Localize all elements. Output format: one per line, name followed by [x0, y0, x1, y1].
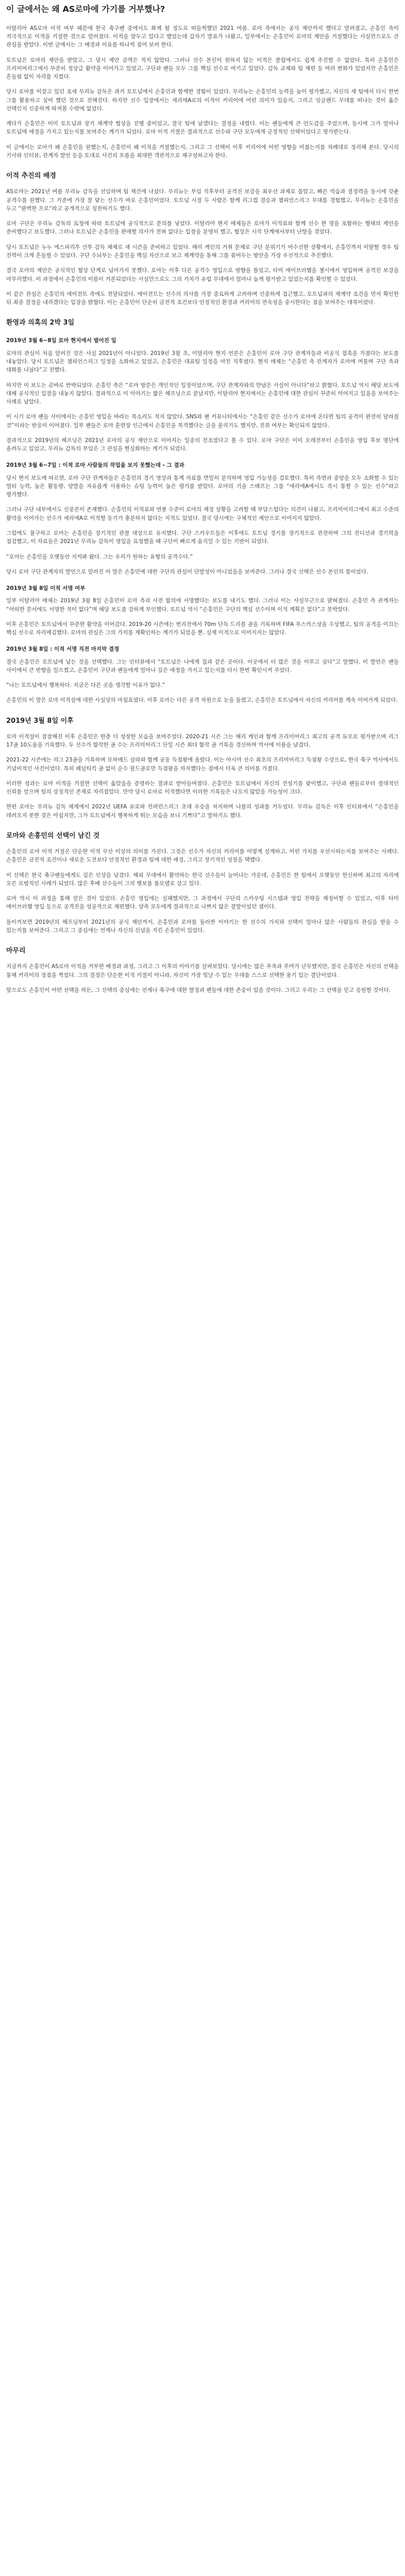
subsection-heading: 2019년 3월 8일 : 이적 서명 직전 마지막 결정	[6, 646, 120, 653]
body-paragraph: 로마 이적설이 잠잠해진 이후 손흥민은 한층 더 성장한 모습을 보여주었다. 2020-21 시즌 그는 해리 케인과 함께 프리미어리그 최고의 공격 듀오로 평가받으며 리그 17골 10도움을 기록했다. 두 선수가 합작한 골 수는 프리미어리그 단일 시즌 최다 합작 골 기록을 경신하며 역사에 이름을 남겼다.	[6, 733, 399, 749]
body-paragraph: 하지만 이 보도는 곧바로 반박되었다. 손흥민 측은 “로마 방문은 개인적인 일정이었으며, 구단 관계자와의 만남은 사실이 아니다”라고 밝혔다. 토트넘 역시 해당 보도에 대해 공식적인 입장을 내놓지 않았다. 결과적으로 이 이야기는 짧은 해프닝으로 끝났지만, 이탈리아 현지에서는 손흥민에 대한 관심이 꾸준히 이어지고 있음을 보여주는 사례로 남았다.	[6, 382, 399, 405]
body-paragraph: 한편 로마는 무리뉴 감독 체제에서 2022년 UEFA 유로파 컨퍼런스리그 초대 우승을 차지하며 나름의 성과를 거두었다. 무리뉴 감독은 이후 인터뷰에서 “손흥민을 데려오지 못한 것은 아쉽지만, 그가 토트넘에서 행복하게 뛰는 모습을 보니 기쁘다”고 말하기도 했다.	[6, 804, 399, 819]
section	[6, 946, 399, 994]
section	[6, 831, 399, 935]
body-paragraph: 이 시기 로마 팬들 사이에서는 손흥민 영입을 바라는 목소리도 적지 않았다. SNS와 팬 커뮤니티에서는 “손흥민 같은 선수가 로마에 온다면 팀의 공격이 완전히 달라질 것”이라는 반응이 이어졌다. 일부 팬들은 로마 훈련장 인근에서 손흥민을 목격했다는 글을 올리기도 했지만, 진위 여부는 확인되지 않았다.	[6, 414, 399, 429]
body-paragraph: 그럼에도 불구하고 로마는 손흥민을 장기적인 관찰 대상으로 유지했다. 구단 스카우트들은 이후에도 토트넘 경기를 정기적으로 관전하며 그의 컨디션과 경기력을 점검했고, 이 자료들은 2021년 무리뉴 감독이 영입을 요청했을 때 구단이 빠르게 움직일 수 있는 기반이 되었다.	[6, 530, 399, 545]
body-paragraph: 손흥민의 로마 이적 거절은 단순한 이적 무산 이상의 의미를 가진다. 그것은 선수가 자신의 커리어를 어떻게 설계하고, 어떤 가치를 우선시하는지를 보여주는 사례다. 손흥민은 금전적 조건이나 새로운 도전보다 안정적인 환경과 팀에 대한 애정, 그리고 장기적인 성장을 택했다.	[6, 849, 399, 863]
quote-line: “나는 토트넘에서 행복하다. 지금은 다른 곳을 생각할 이유가 없다.”	[6, 682, 165, 689]
section-heading: 마무리	[6, 947, 26, 955]
intro-paragraph: 게다가 손흥민은 이미 토트넘과 장기 재계약 협상을 진행 중이었고, 결국 팀에 남겠다는 결정을 내렸다. 이는 팬들에게 큰 안도감을 주었으며, 동시에 그가 얼마나 토트넘에 애정을 가지고 있는지를 보여주는 계기가 되었다. 로마 이적 거절은 결과적으로 선수와 구단 모두에게 긍정적인 선택이었다고 평가받는다.	[6, 121, 399, 135]
body-paragraph: 로마의 관심이 처음 알려진 것은 사실 2021년이 아니었다. 2019년 3월 초, 이탈리아 현지 언론은 손흥민이 로마 구단 관계자들과 비공식 접촉을 가졌다는 보도를 내놓았다. 당시 토트넘은 챔피언스리그 일정을 소화하고 있었고, 손흥민은 대표팀 일정을 마친 직후였다. 현지 매체는 “손흥민 측 관계자가 로마에 머물며 구단 측과 대화를 나눴다”고 전했다.	[6, 350, 399, 374]
body-paragraph: 이 같은 관심은 손흥민의 에이전트 측에도 전달되었다. 에이전트는 선수의 의사를 가장 중요하게 고려하며 신중하게 접근했고, 토트넘과의 재계약 조건을 먼저 확인한 뒤 최종 결정을 내리겠다는 입장을 밝혔다. 이는 손흥민이 단순히 금전적 조건보다 안정적인 환경과 커리어의 연속성을 중시한다는 점을 보여주는 대목이었다.	[6, 291, 399, 306]
article	[0, 0, 405, 1015]
section-heading: 로마와 손흥민의 선택이 남긴 것	[6, 832, 100, 840]
subsection-heading: 2019년 3월 6~8일 로마 현지에서 벌어진 일	[6, 337, 116, 344]
body-paragraph: 손흥민의 이 말은 로마 이적설에 대한 사실상의 마침표였다. 이후 로마는 다른 공격 자원으로 눈을 돌렸고, 손흥민은 토트넘에서 자신의 커리어를 계속 이어가게 되었다.	[6, 697, 398, 704]
section-heading: 환영과 의혹의 2박 3일	[6, 319, 75, 327]
body-paragraph: 이러한 성과는 로마 이적을 거절한 선택이 옳았음을 증명하는 결과로 받아들여졌다. 손흥민은 토트넘에서 자신의 전성기를 맞이했고, 구단과 팬들로부터 절대적인 신뢰를 얻으며 팀의 상징적인 존재로 자리잡았다. 만약 당시 로마로 이적했다면 이러한 기록들은 나오지 않았을 가능성이 크다.	[6, 780, 399, 795]
intro-paragraph: 이탈리아 AS로마 이적 여부 때문에 한국 축구팬 중에서도 화제 될 정도로 떠들썩했던 2021 여름. 로마 측에서는 공식 제안까지 했다고 알려졌고, 손흥민 측이 적극적으로 이적을 거절한 것으로 알려졌다. 이적을 앞두고 있다고 했었는데 갑자기 발표가 나왔고, 일부에서는 손흥민이 로마의 제안을 거절했다는 사실만으로도 큰 관심을 받았다. 이번 글에서는 그 배경과 이유를 하나씩 짚어 보려 한다.	[6, 25, 399, 48]
body-paragraph: 지금까지 손흥민이 AS로마 이적을 거부한 배경과 과정, 그리고 그 이후의 이야기를 살펴보았다. 당시에는 많은 추측과 루머가 난무했지만, 결국 손흥민은 자신의 선택을 통해 커리어의 정점을 찍었다. 그의 결정은 단순한 이적 거절이 아니라, 자신이 가장 빛날 수 있는 무대를 스스로 선택한 용기 있는 결단이었다.	[6, 963, 399, 978]
section	[6, 318, 399, 704]
subsection-heading: 2019년 3월 6~7일 : 이적 로마 사람들의 작업을 보지 못했는데 - 그 결과	[6, 462, 184, 469]
body-paragraph: 그러나 구단 내부에서도 신중론이 존재했다. 손흥민의 이적료와 연봉 수준이 로마의 재정 상황을 고려할 때 부담스럽다는 의견이 나왔고, 프리미어리그에서 최고 수준의 활약을 이어가는 선수가 세리에A로 이적할 동기가 충분하지 않다는 지적도 있었다. 결국 당시에는 구체적인 제안으로 이어지지 않았다.	[6, 506, 399, 521]
article-title: 이 글에서는 왜 AS로마에 가기를 거부했나?	[6, 4, 165, 14]
body-paragraph: 결국 로마의 제안은 공식적인 협상 단계로 넘어가지 못했다. 로마는 이후 다른 공격수 영입으로 방향을 틀었고, 타미 에이브러햄을 첼시에서 영입하며 공격진 보강을 마무리했다. 이 과정에서 손흥민의 이름이 거론되었다는 사실만으로도 그의 가치가 유럽 무대에서 얼마나 높게 평가받고 있었는지를 확인할 수 있었다.	[6, 267, 399, 282]
body-paragraph: 로마 구단은 무리뉴 감독의 요청에 따라 토트넘에 공식적으로 문의를 넣었다. 이탈리아 현지 매체들은 로마가 이적료와 함께 선수 한 명을 포함하는 형태의 제안을 준비했다고 보도했다. 그러나 토트넘은 손흥민을 판매할 의사가 전혀 없다는 입장을 분명히 했고, 협상은 시작 단계에서부터 난항을 겪었다.	[6, 221, 399, 235]
body-paragraph: 일부 이탈리아 매체는 2019년 3월 8일 손흥민이 로마 측과 사전 합의에 서명했다는 보도를 내기도 했다. 그러나 이는 사실무근으로 밝혀졌다. 손흥민 측 관계자는 “어떠한 문서에도 서명한 적이 없다”며 해당 보도를 강하게 부인했다. 토트넘 역시 “손흥민은 구단의 핵심 선수이며 이적 계획은 없다”고 못박았다.	[6, 598, 399, 613]
body-paragraph: 당시 토트넘은 누누 에스피리투 산투 감독 체제로 새 시즌을 준비하고 있었다. 해리 케인의 거취 문제로 구단 분위기가 어수선한 상황에서, 손흥민까지 이탈할 경우 팀 전력이 크게 흔들릴 수 있었다. 구단 수뇌부는 손흥민을 핵심 자산으로 보고 재계약을 통해 그를 묶어두는 방안을 가장 우선적으로 추진했다.	[6, 244, 399, 259]
body-paragraph: 돌이켜보면 2019년의 해프닝부터 2021년의 공식 제안까지, 손흥민과 로마를 둘러싼 이야기는 한 선수의 가치와 선택이 얼마나 많은 사람들의 관심을 받을 수 있는지를 보여준다. 그리고 그 중심에는 언제나 자신의 신념을 지킨 손흥민이 있었다.	[6, 919, 399, 934]
body-paragraph: 결국 손흥민은 토트넘에 남는 것을 선택했다. 그는 인터뷰에서 “토트넘은 나에게 집과 같은 곳이다. 이곳에서 더 많은 것을 이루고 싶다”고 말했다. 이 발언은 팬들 사이에서 큰 반향을 일으켰고, 손흥민이 구단과 팬들에게 얼마나 깊은 애정을 가지고 있는지를 다시 한번 확인시켜 주었다.	[6, 658, 399, 673]
intro-block	[6, 24, 399, 160]
section	[6, 171, 399, 307]
body-paragraph: 이후 손흥민은 토트넘에서 꾸준한 활약을 이어갔다. 2019-20 시즌에는 번리전에서 70m 단독 드리블 골을 기록하며 FIFA 푸스카스상을 수상했고, 팀의 공격을 이끄는 핵심 선수로 자리매김했다. 로마의 관심은 그의 가치를 재확인하는 계기가 되었을 뿐, 실제 이적으로 이어지지는 않았다.	[6, 621, 399, 636]
body-paragraph: 이 선택은 한국 축구팬들에게도 깊은 인상을 남겼다. 해외 무대에서 활약하는 한국 선수들이 늘어나는 가운데, 손흥민은 한 팀에서 오랫동안 헌신하며 최고의 자리에 오른 모범적인 사례가 되었다. 많은 후배 선수들이 그의 행보를 롤모델로 삼고 있다.	[6, 872, 399, 887]
body-paragraph: AS로마는 2021년 여름 무리뉴 감독을 선임하며 팀 재건에 나섰다. 무리뉴는 부임 직후부터 공격진 보강을 최우선 과제로 꼽았고, 빠른 역습과 결정력을 동시에 갖춘 공격수를 원했다. 그 기준에 가장 잘 맞는 선수가 바로 손흥민이었다. 토트넘 시절 두 사람은 함께 리그컵 결승과 챔피언스리그 무대를 경험했고, 무리뉴는 손흥민을 두고 “완벽한 프로”라고 공개적으로 칭찬하기도 했다.	[6, 189, 399, 212]
body-paragraph: 2021-22 시즌에는 리그 23골을 기록하며 모하메드 살라와 함께 공동 득점왕에 올랐다. 이는 아시아 선수 최초의 프리미어리그 득점왕 수상으로, 한국 축구 역사에서도 기념비적인 사건이었다. 특히 페널티킥 골 없이 순수 필드골로만 득점왕을 차지했다는 점에서 더욱 큰 의미를 가졌다.	[6, 757, 399, 772]
intro-paragraph: 당시 로마를 이끌고 있던 조세 무리뉴 감독은 과거 토트넘에서 손흥민과 함께한 경험이 있었다. 무리뉴는 손흥민의 능력을 높이 평가했고, 자신의 새 팀에서 다시 한번 그를 활용하고 싶어 했던 것으로 전해진다. 하지만 선수 입장에서는 세리에A로의 이적이 커리어에 어떤 의미가 있을지, 그리고 잉글랜드 무대를 떠나는 것이 옳은 선택인지 신중하게 따져볼 수밖에 없었다.	[6, 89, 399, 112]
section-heading: 이적 추진의 배경	[6, 172, 56, 180]
body-paragraph: 결과적으로 2019년의 해프닝은 2021년 로마의 공식 제안으로 이어지는 일종의 전조였다고 볼 수 있다. 로마 구단은 이미 오래전부터 손흥민을 영입 후보 명단에 올려두고 있었고, 무리뉴 감독의 부임은 그 관심을 현실화하는 계기가 되었다.	[6, 437, 399, 452]
quote-line: “로마는 손흥민을 오랫동안 지켜봐 왔다. 그는 우리가 원하는 유형의 공격수다.”	[6, 553, 193, 560]
body-paragraph: 당시 현지 보도에 따르면, 로마 구단 관계자들은 손흥민의 경기 영상과 통계 자료를 면밀히 분석하며 영입 가능성을 검토했다. 특히 측면과 중앙을 모두 소화할 수 있는 멀티 능력, 높은 활동량, 양발을 자유롭게 사용하는 슈팅 능력이 높은 평가를 받았다. 로마의 기술 스태프는 그를 “세리에A에서도 즉시 통할 수 있는 선수”라고 평가했다.	[6, 474, 399, 498]
body-paragraph: 로마 역시 이 과정을 통해 얻은 것이 있었다. 손흥민 영입에는 실패했지만, 그 과정에서 구단의 스카우팅 시스템과 영입 전략을 재정비할 수 있었고, 이후 타미 에이브러햄 영입 등으로 공격진을 성공적으로 재편했다. 양측 모두에게 결과적으로 나쁘지 않은 결말이었던 셈이다.	[6, 895, 399, 910]
body-paragraph: 앞으로도 손흥민이 어떤 선택을 하든, 그 선택의 중심에는 언제나 축구에 대한 열정과 팬들에 대한 존중이 있을 것이다. 그리고 우리는 그 선택을 믿고 응원할 것이다.	[6, 987, 391, 993]
section-heading: 2019년 3월 8일 이후	[6, 717, 74, 725]
subsection-heading: 2019년 3월 8일 이적 서명 여부	[6, 585, 86, 592]
intro-paragraph: 토트넘은 로마의 제안을 받았고, 그 당시 제안 금액은 적지 않았다. 그러나 선수 본인이 원하지 않는 이적은 클럽에서도 쉽게 추진할 수 없었다. 특히 손흥민은 프리미어리그에서 꾸준히 정상급 활약을 이어가고 있었고, 구단과 팬들 모두 그를 핵심 선수로 여기고 있었다. 감독 교체와 팀 재편 등 여러 변화가 있었지만 손흥민은 흔들림 없이 자리를 지켰다.	[6, 57, 399, 80]
section	[6, 716, 399, 820]
body-paragraph: 당시 로마 구단 관계자의 발언으로 알려진 이 말은 손흥민에 대한 구단의 관심이 단발성이 아니었음을 보여준다. 그러나 결국 선택은 선수 본인의 몫이었다.	[6, 568, 368, 575]
intro-paragraph: 이 글에서는 로마가 왜 손흥민을 원했는지, 손흥민이 왜 이적을 거절했는지, 그리고 그 선택이 이후 커리어에 어떤 영향을 미쳤는지를 차례대로 정리해 본다. 당시의 기사와 인터뷰, 관계자 발언 등을 토대로 사건의 흐름을 최대한 객관적으로 재구성하고자 한다.	[6, 144, 399, 159]
